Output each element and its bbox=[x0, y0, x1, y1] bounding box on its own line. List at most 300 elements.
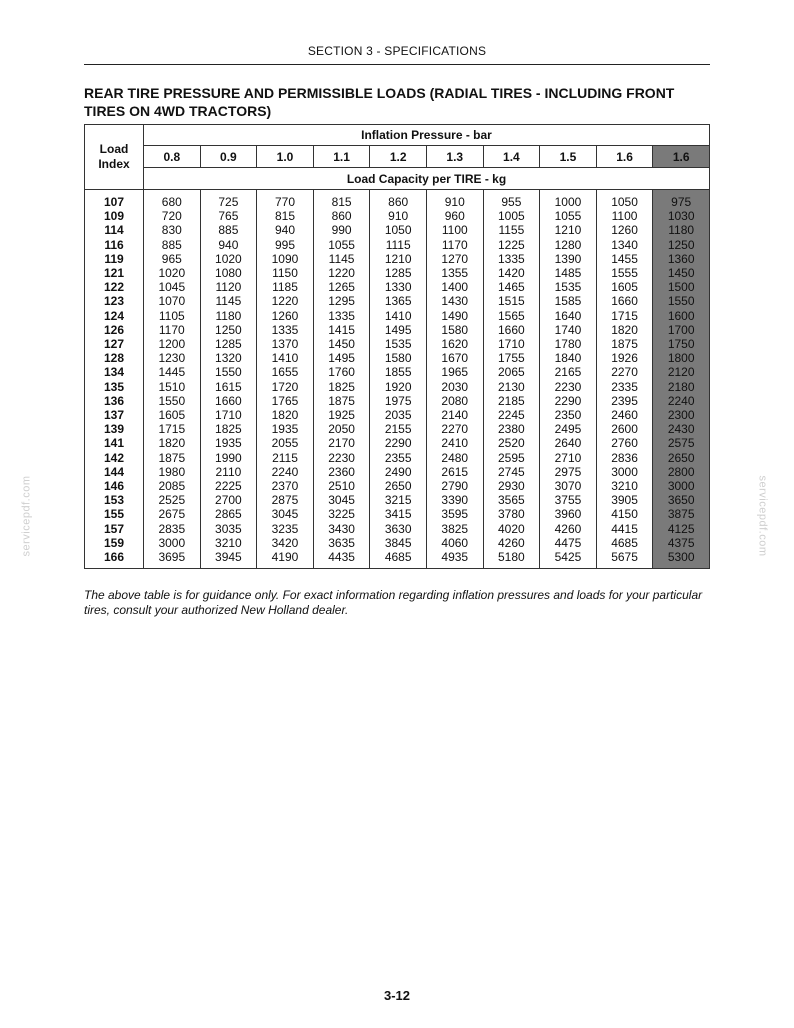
capacity-column-2 bbox=[257, 190, 314, 569]
capacity-value: 1000 bbox=[554, 195, 582, 209]
capacity-value: 960 bbox=[444, 209, 465, 224]
capacity-value: 3825 bbox=[441, 521, 469, 536]
pressure-header-7: 1.5 bbox=[540, 146, 597, 168]
capacity-value: 2335 bbox=[611, 379, 638, 394]
capacity-value: 1335 bbox=[498, 251, 525, 266]
capacity-value: 1750 bbox=[667, 337, 695, 352]
capacity-value: 1285 bbox=[384, 266, 412, 281]
capacity-value: 1760 bbox=[328, 365, 355, 380]
capacity-value: 1100 bbox=[611, 209, 638, 224]
capacity-value: 1250 bbox=[215, 322, 242, 337]
capacity-value: 2875 bbox=[271, 493, 299, 508]
capacity-value: 1820 bbox=[158, 436, 186, 451]
capacity-value: 1875 bbox=[611, 337, 638, 352]
guidance-note: The above table is for guidance only. For exact information regarding inflation pressures and loads for your particular tires, consult your authorized New Holland dealer. bbox=[84, 588, 703, 617]
capacity-value: 1780 bbox=[554, 337, 582, 352]
capacity-value: 830 bbox=[161, 223, 182, 238]
page-title: REAR TIRE PRESSURE AND PERMISSIBLE LOADS (RADIAL TIRES - INCLUDING FRONT TIRES ON 4WD TRACTORS) bbox=[84, 85, 675, 119]
capacity-value: 1180 bbox=[215, 308, 242, 323]
capacity-value: 3780 bbox=[498, 507, 525, 522]
capacity-value: 720 bbox=[161, 209, 182, 224]
capacity-value: 1765 bbox=[271, 393, 299, 408]
capacity-value: 2615 bbox=[441, 464, 469, 479]
watermark-right: servicepdf.com bbox=[756, 475, 769, 557]
capacity-value: 2140 bbox=[441, 408, 469, 423]
capacity-value: 4190 bbox=[271, 550, 299, 565]
capacity-value: 1510 bbox=[158, 379, 186, 394]
capacity-value: 3630 bbox=[384, 521, 412, 536]
capacity-value: 1555 bbox=[611, 266, 638, 281]
capacity-value: 1660 bbox=[215, 393, 242, 408]
capacity-value: 1585 bbox=[554, 294, 582, 309]
capacity-value: 2120 bbox=[667, 365, 695, 380]
capacity-value: 1145 bbox=[215, 294, 242, 309]
capacity-value: 1655 bbox=[271, 365, 299, 380]
capacity-value: 1875 bbox=[158, 450, 186, 465]
load-index-header bbox=[85, 125, 144, 190]
capacity-value: 4260 bbox=[554, 521, 582, 536]
capacity-value: 1825 bbox=[215, 422, 242, 437]
capacity-value: 4020 bbox=[498, 521, 525, 536]
capacity-value: 1265 bbox=[328, 280, 355, 295]
capacity-value: 4375 bbox=[667, 535, 695, 550]
capacity-value: 2180 bbox=[667, 379, 695, 394]
capacity-value: 1280 bbox=[554, 237, 582, 252]
load-index-value: 153 bbox=[103, 493, 125, 508]
capacity-value: 1495 bbox=[328, 351, 355, 366]
capacity-value: 2930 bbox=[498, 479, 525, 494]
capacity-value: 3215 bbox=[384, 493, 412, 508]
capacity-value: 1710 bbox=[498, 337, 525, 352]
capacity-value: 2300 bbox=[667, 408, 695, 423]
capacity-value: 680 bbox=[161, 195, 182, 209]
capacity-value: 2185 bbox=[498, 393, 525, 408]
capacity-value: 4060 bbox=[441, 535, 469, 550]
capacity-value: 1115 bbox=[385, 237, 411, 252]
capacity-value: 2380 bbox=[498, 422, 525, 437]
capacity-value: 1090 bbox=[271, 251, 299, 266]
load-index-value: 159 bbox=[103, 535, 125, 550]
capacity-column-6 bbox=[483, 190, 540, 569]
capacity-value: 995 bbox=[274, 237, 295, 252]
capacity-value: 3595 bbox=[441, 507, 469, 522]
capacity-value: 3045 bbox=[271, 507, 299, 522]
capacity-value: 1535 bbox=[384, 337, 412, 352]
capacity-value: 1200 bbox=[158, 337, 186, 352]
capacity-value: 1365 bbox=[384, 294, 412, 309]
capacity-value: 975 bbox=[671, 195, 692, 209]
load-index-value: 155 bbox=[103, 507, 125, 522]
capacity-value: 1550 bbox=[667, 294, 695, 309]
capacity-value: 1855 bbox=[384, 365, 412, 380]
capacity-value: 2240 bbox=[271, 464, 299, 479]
capacity-value: 1755 bbox=[498, 351, 525, 366]
capacity-value: 2650 bbox=[384, 479, 412, 494]
capacity-value: 885 bbox=[218, 223, 239, 238]
inflation-pressure-header: Inflation Pressure - bar bbox=[144, 125, 710, 146]
capacity-value: 1340 bbox=[611, 237, 638, 252]
capacity-value: 2975 bbox=[554, 464, 582, 479]
capacity-value: 3650 bbox=[667, 493, 695, 508]
capacity-value: 1270 bbox=[441, 251, 469, 266]
load-index-value: 134 bbox=[103, 365, 125, 380]
capacity-value: 1020 bbox=[215, 251, 242, 266]
capacity-value: 1820 bbox=[271, 408, 299, 423]
capacity-value: 4685 bbox=[384, 550, 412, 565]
capacity-value: 815 bbox=[331, 195, 352, 209]
capacity-value: 965 bbox=[161, 251, 182, 266]
capacity-value: 2155 bbox=[384, 422, 412, 437]
capacity-value: 1990 bbox=[215, 450, 242, 465]
header-rule bbox=[84, 64, 710, 65]
capacity-value: 3210 bbox=[611, 479, 638, 494]
capacity-column-3 bbox=[313, 190, 370, 569]
capacity-value: 3000 bbox=[611, 464, 638, 479]
capacity-value: 1620 bbox=[441, 337, 469, 352]
capacity-value: 1495 bbox=[384, 322, 412, 337]
capacity-value: 4935 bbox=[441, 550, 469, 565]
capacity-value: 5180 bbox=[498, 550, 525, 565]
capacity-value: 2510 bbox=[328, 479, 355, 494]
capacity-value: 2490 bbox=[384, 464, 412, 479]
capacity-value: 3235 bbox=[271, 521, 299, 536]
capacity-value: 1605 bbox=[611, 280, 638, 295]
capacity-value: 3695 bbox=[158, 550, 186, 565]
capacity-value: 1370 bbox=[271, 337, 299, 352]
capacity-value: 1720 bbox=[271, 379, 299, 394]
capacity-value: 1980 bbox=[158, 464, 186, 479]
capacity-value: 1825 bbox=[328, 379, 355, 394]
capacity-value: 1355 bbox=[441, 266, 469, 281]
capacity-value: 4685 bbox=[611, 535, 638, 550]
load-index-value: 126 bbox=[103, 322, 125, 337]
capacity-value: 2270 bbox=[611, 365, 638, 380]
capacity-value: 3000 bbox=[667, 479, 695, 494]
capacity-value: 3035 bbox=[215, 521, 242, 536]
capacity-value: 1485 bbox=[554, 266, 582, 281]
capacity-value: 2790 bbox=[441, 479, 469, 494]
load-index-value: 136 bbox=[103, 393, 125, 408]
capacity-value: 1580 bbox=[384, 351, 412, 366]
load-index-value: 142 bbox=[103, 450, 125, 465]
capacity-value: 3045 bbox=[328, 493, 355, 508]
capacity-value: 2355 bbox=[384, 450, 412, 465]
capacity-value: 1070 bbox=[158, 294, 186, 309]
capacity-value: 1230 bbox=[158, 351, 186, 366]
capacity-value: 3225 bbox=[328, 507, 355, 522]
capacity-value: 1615 bbox=[215, 379, 242, 394]
capacity-value: 1105 bbox=[158, 308, 185, 323]
capacity-column-8 bbox=[596, 190, 653, 569]
capacity-value: 1700 bbox=[667, 322, 695, 337]
capacity-value: 2115 bbox=[272, 450, 298, 465]
capacity-value: 885 bbox=[161, 237, 182, 252]
tire-pressure-table bbox=[84, 124, 710, 569]
capacity-value: 2170 bbox=[328, 436, 355, 451]
capacity-value: 1605 bbox=[158, 408, 186, 423]
load-index-value: 123 bbox=[103, 294, 125, 309]
capacity-value: 4475 bbox=[554, 535, 582, 550]
capacity-value: 1390 bbox=[554, 251, 582, 266]
table-body bbox=[85, 190, 710, 569]
capacity-value: 1975 bbox=[384, 393, 412, 408]
capacity-value: 3875 bbox=[667, 507, 695, 522]
load-index-value: 116 bbox=[104, 237, 124, 252]
capacity-value: 815 bbox=[274, 209, 295, 224]
capacity-value: 2065 bbox=[498, 365, 525, 380]
capacity-value: 2865 bbox=[215, 507, 242, 522]
capacity-value: 1225 bbox=[498, 237, 525, 252]
capacity-value: 2395 bbox=[611, 393, 638, 408]
capacity-value: 2085 bbox=[158, 479, 186, 494]
capacity-value: 860 bbox=[388, 195, 409, 209]
capacity-value: 3960 bbox=[554, 507, 582, 522]
capacity-value: 3635 bbox=[328, 535, 355, 550]
capacity-value: 1515 bbox=[498, 294, 525, 309]
capacity-value: 2495 bbox=[554, 422, 582, 437]
capacity-value: 3070 bbox=[554, 479, 582, 494]
capacity-value: 1180 bbox=[668, 223, 695, 238]
capacity-value: 1800 bbox=[667, 351, 695, 366]
capacity-value: 2290 bbox=[554, 393, 582, 408]
capacity-value: 3420 bbox=[271, 535, 299, 550]
capacity-value: 2710 bbox=[554, 450, 582, 465]
capacity-value: 1600 bbox=[667, 308, 695, 323]
load-index-value: 166 bbox=[103, 550, 125, 565]
capacity-value: 4260 bbox=[498, 535, 525, 550]
capacity-value: 1965 bbox=[441, 365, 469, 380]
capacity-value: 5300 bbox=[667, 550, 695, 565]
capacity-value: 2410 bbox=[441, 436, 469, 451]
capacity-value: 955 bbox=[501, 195, 522, 209]
capacity-value: 2270 bbox=[441, 422, 469, 437]
capacity-value: 1715 bbox=[611, 308, 638, 323]
capacity-value: 2240 bbox=[667, 393, 695, 408]
pressure-header-4: 1.2 bbox=[370, 146, 427, 168]
capacity-value: 4415 bbox=[611, 521, 638, 536]
capacity-value: 2080 bbox=[441, 393, 469, 408]
capacity-value: 1926 bbox=[611, 351, 638, 366]
capacity-value: 2745 bbox=[498, 464, 525, 479]
capacity-value: 1260 bbox=[271, 308, 299, 323]
capacity-value: 2230 bbox=[328, 450, 355, 465]
capacity-value: 1335 bbox=[328, 308, 355, 323]
capacity-value: 5425 bbox=[554, 550, 582, 565]
load-index-value: 121 bbox=[103, 266, 125, 281]
capacity-value: 3565 bbox=[498, 493, 525, 508]
capacity-value: 910 bbox=[444, 195, 465, 209]
capacity-value: 1410 bbox=[271, 351, 299, 366]
capacity-value: 2650 bbox=[667, 450, 695, 465]
capacity-value: 1155 bbox=[498, 223, 525, 238]
load-index-value: 109 bbox=[103, 209, 125, 224]
pressure-header-8: 1.6 bbox=[596, 146, 653, 168]
capacity-value: 3845 bbox=[384, 535, 412, 550]
capacity-value: 4125 bbox=[667, 521, 695, 536]
capacity-value: 1260 bbox=[611, 223, 638, 238]
capacity-value: 2370 bbox=[271, 479, 299, 494]
load-index-value: 137 bbox=[103, 408, 125, 423]
capacity-value: 1670 bbox=[441, 351, 469, 366]
capacity-value: 1450 bbox=[667, 266, 695, 281]
capacity-value: 1220 bbox=[328, 266, 355, 281]
capacity-value: 2600 bbox=[611, 422, 638, 437]
capacity-value: 1020 bbox=[158, 266, 186, 281]
capacity-value: 3415 bbox=[384, 507, 412, 522]
capacity-value: 2050 bbox=[328, 422, 355, 437]
capacity-value: 2350 bbox=[554, 408, 582, 423]
load-index-value: 127 bbox=[103, 337, 125, 352]
capacity-value: 725 bbox=[218, 195, 239, 209]
load-index-value: 122 bbox=[103, 280, 125, 295]
capacity-value: 2480 bbox=[441, 450, 469, 465]
capacity-column-7 bbox=[540, 190, 597, 569]
load-index-value: 144 bbox=[103, 464, 125, 479]
capacity-value: 770 bbox=[274, 195, 295, 209]
capacity-value: 1170 bbox=[441, 237, 468, 252]
capacity-value: 2230 bbox=[554, 379, 582, 394]
pressure-header-9: 1.6 bbox=[653, 146, 710, 168]
capacity-value: 1400 bbox=[441, 280, 469, 295]
capacity-column-5 bbox=[426, 190, 483, 569]
capacity-value: 1490 bbox=[441, 308, 469, 323]
capacity-value: 1150 bbox=[272, 266, 298, 281]
capacity-value: 1820 bbox=[611, 322, 638, 337]
load-index-value: 124 bbox=[103, 308, 125, 323]
capacity-value: 2835 bbox=[158, 521, 186, 536]
capacity-value: 1055 bbox=[554, 209, 582, 224]
capacity-value: 1660 bbox=[498, 322, 525, 337]
capacity-value: 2525 bbox=[158, 493, 186, 508]
capacity-value: 1580 bbox=[441, 322, 469, 337]
capacity-value: 2640 bbox=[554, 436, 582, 451]
capacity-value: 1715 bbox=[158, 422, 186, 437]
capacity-value: 1840 bbox=[554, 351, 582, 366]
capacity-value: 3905 bbox=[611, 493, 638, 508]
capacity-value: 1050 bbox=[611, 195, 638, 209]
pressure-header-3: 1.1 bbox=[313, 146, 370, 168]
capacity-value: 1410 bbox=[384, 308, 412, 323]
load-index-value: 157 bbox=[103, 521, 125, 536]
capacity-value: 1740 bbox=[554, 322, 582, 337]
capacity-value: 1170 bbox=[158, 322, 185, 337]
load-index-value: 119 bbox=[104, 251, 124, 266]
capacity-value: 2130 bbox=[498, 379, 525, 394]
capacity-value: 2575 bbox=[667, 436, 695, 451]
load-index-value: 139 bbox=[103, 422, 125, 437]
capacity-value: 1920 bbox=[384, 379, 412, 394]
load-index-value: 141 bbox=[103, 436, 125, 451]
capacity-value: 1430 bbox=[441, 294, 469, 309]
capacity-value: 3000 bbox=[158, 535, 186, 550]
capacity-value: 2035 bbox=[384, 408, 412, 423]
capacity-value: 1710 bbox=[215, 408, 242, 423]
capacity-value: 2700 bbox=[215, 493, 242, 508]
pressure-header-5: 1.3 bbox=[426, 146, 483, 168]
capacity-value: 1220 bbox=[271, 294, 299, 309]
capacity-column-9 bbox=[653, 190, 710, 569]
pressure-header-2: 1.0 bbox=[257, 146, 314, 168]
capacity-value: 1320 bbox=[215, 351, 242, 366]
load-index-column bbox=[85, 190, 144, 569]
capacity-value: 1005 bbox=[498, 209, 525, 224]
capacity-value: 1210 bbox=[384, 251, 412, 266]
capacity-column-0 bbox=[144, 190, 201, 569]
capacity-column-1 bbox=[200, 190, 257, 569]
watermark-left: servicepdf.com bbox=[20, 475, 33, 557]
load-index-value: 107 bbox=[103, 195, 125, 209]
load-capacity-header: Load Capacity per TIRE - kg bbox=[144, 168, 710, 190]
capacity-value: 1420 bbox=[498, 266, 525, 281]
capacity-value: 4150 bbox=[611, 507, 638, 522]
capacity-value: 1120 bbox=[215, 280, 242, 295]
capacity-value: 1285 bbox=[215, 337, 242, 352]
capacity-value: 1660 bbox=[611, 294, 638, 309]
capacity-value: 3430 bbox=[328, 521, 355, 536]
load-index-value: 114 bbox=[104, 223, 124, 238]
capacity-value: 940 bbox=[274, 223, 295, 238]
capacity-value: 2595 bbox=[498, 450, 525, 465]
capacity-value: 2836 bbox=[611, 450, 638, 465]
capacity-value: 1050 bbox=[384, 223, 412, 238]
capacity-value: 1925 bbox=[328, 408, 355, 423]
capacity-value: 1450 bbox=[328, 337, 355, 352]
capacity-value: 1100 bbox=[441, 223, 468, 238]
capacity-value: 1055 bbox=[328, 237, 355, 252]
pressure-header-1: 0.9 bbox=[200, 146, 257, 168]
capacity-value: 2245 bbox=[498, 408, 525, 423]
pressure-header-6: 1.4 bbox=[483, 146, 540, 168]
capacity-value: 1565 bbox=[498, 308, 525, 323]
capacity-value: 1210 bbox=[554, 223, 582, 238]
capacity-value: 860 bbox=[331, 209, 352, 224]
capacity-value: 3210 bbox=[215, 535, 242, 550]
capacity-value: 1445 bbox=[158, 365, 186, 380]
capacity-value: 1295 bbox=[328, 294, 355, 309]
capacity-value: 1535 bbox=[554, 280, 582, 295]
capacity-value: 2460 bbox=[611, 408, 638, 423]
pressure-header-0: 0.8 bbox=[144, 146, 201, 168]
capacity-value: 1145 bbox=[328, 251, 355, 266]
capacity-value: 2360 bbox=[328, 464, 355, 479]
capacity-value: 2055 bbox=[271, 436, 299, 451]
capacity-value: 2225 bbox=[215, 479, 242, 494]
capacity-value: 1935 bbox=[215, 436, 242, 451]
section-header: SECTION 3 - SPECIFICATIONS bbox=[307, 44, 487, 58]
load-index-value: 128 bbox=[103, 351, 125, 366]
capacity-value: 2290 bbox=[384, 436, 412, 451]
capacity-value: 1500 bbox=[667, 280, 695, 295]
capacity-value: 3945 bbox=[215, 550, 242, 565]
capacity-value: 940 bbox=[218, 237, 239, 252]
capacity-value: 1250 bbox=[667, 237, 695, 252]
capacity-value: 5675 bbox=[611, 550, 638, 565]
capacity-value: 1335 bbox=[271, 322, 299, 337]
capacity-value: 1550 bbox=[158, 393, 186, 408]
capacity-value: 2520 bbox=[498, 436, 525, 451]
capacity-value: 2675 bbox=[158, 507, 186, 522]
capacity-value: 1080 bbox=[215, 266, 242, 281]
capacity-value: 1415 bbox=[328, 322, 355, 337]
capacity-value: 4435 bbox=[328, 550, 355, 565]
load-index-label: Load Index bbox=[98, 142, 130, 171]
capacity-value: 2165 bbox=[554, 365, 582, 380]
capacity-value: 2760 bbox=[611, 436, 638, 451]
capacity-value: 1045 bbox=[158, 280, 186, 295]
capacity-value: 990 bbox=[331, 223, 352, 238]
capacity-value: 1360 bbox=[667, 251, 695, 266]
page-number: 3-12 bbox=[383, 988, 411, 1003]
